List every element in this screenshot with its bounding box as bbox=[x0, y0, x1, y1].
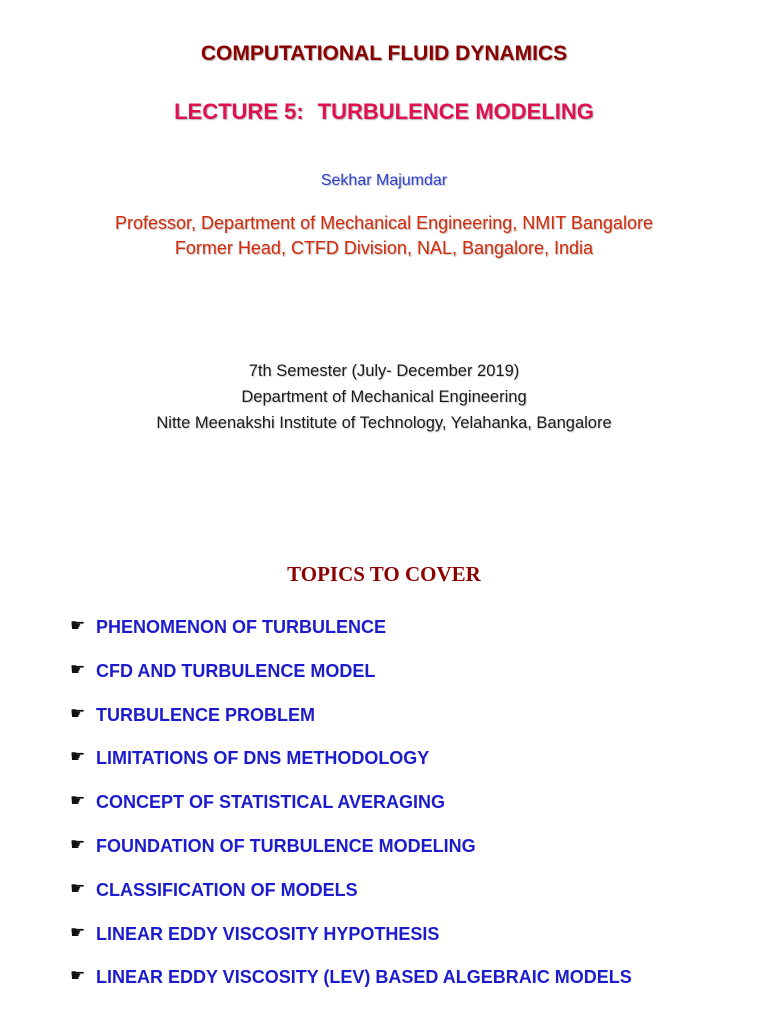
lecture-number: LECTURE 5: bbox=[174, 99, 304, 124]
lecture-heading bbox=[0, 99, 768, 125]
department-line: Department of Mechanical Engineering bbox=[241, 388, 527, 406]
topic-text: LINEAR EDDY VISCOSITY HYPOTHESIS bbox=[96, 923, 440, 944]
pointing-hand-icon: ☛ bbox=[70, 703, 86, 723]
institute-line: Nitte Meenakshi Institute of Technology, Yelahanka, Bangalore bbox=[156, 414, 612, 432]
pointing-hand-icon: ☛ bbox=[70, 791, 86, 811]
topic-item bbox=[70, 965, 632, 1009]
topic-item bbox=[70, 659, 632, 703]
topic-text: CONCEPT OF STATISTICAL AVERAGING bbox=[96, 792, 446, 813]
topic-text: CFD AND TURBULENCE MODEL bbox=[96, 660, 376, 681]
author-name: Sekhar Majumdar bbox=[320, 172, 448, 189]
topic-item bbox=[70, 834, 632, 878]
pointing-hand-icon: ☛ bbox=[70, 966, 86, 986]
topic-item bbox=[70, 922, 632, 966]
affiliation-line-2: Former Head, CTFD Division, NAL, Bangalore, India bbox=[174, 238, 594, 258]
course-title: COMPUTATIONAL FLUID DYNAMICS bbox=[200, 42, 568, 65]
topic-text: TURBULENCE PROBLEM bbox=[96, 704, 315, 725]
semester-line: 7th Semester (July- December 2019) bbox=[248, 362, 520, 380]
pointing-hand-icon: ☛ bbox=[70, 616, 86, 635]
pointing-hand-icon: ☛ bbox=[70, 922, 86, 942]
topic-text: LIMITATIONS OF DNS METHODOLOGY bbox=[96, 748, 430, 769]
pointing-hand-icon: ☛ bbox=[70, 659, 86, 679]
topic-item bbox=[70, 615, 632, 659]
pointing-hand-icon: ☛ bbox=[70, 878, 86, 898]
topic-text: LINEAR EDDY VISCOSITY (LEV) BASED ALGEBRAIC MODELS bbox=[96, 967, 632, 988]
topics-list bbox=[70, 615, 632, 1009]
pointing-hand-icon: ☛ bbox=[70, 747, 86, 767]
affiliation-line-1: Professor, Department of Mechanical Engineering, NMIT Bangalore bbox=[115, 213, 653, 233]
topic-item bbox=[70, 703, 632, 747]
topic-text: FOUNDATION OF TURBULENCE MODELING bbox=[96, 835, 476, 856]
topic-text: CLASSIFICATION OF MODELS bbox=[96, 879, 358, 900]
lecture-title: TURBULENCE MODELING bbox=[317, 99, 594, 124]
topic-item bbox=[70, 790, 632, 834]
topic-item bbox=[70, 878, 632, 922]
pointing-hand-icon: ☛ bbox=[70, 834, 86, 854]
topic-item bbox=[70, 746, 632, 790]
topics-heading: TOPICS TO COVER bbox=[287, 562, 481, 586]
topic-text: PHENOMENON OF TURBULENCE bbox=[96, 617, 387, 637]
